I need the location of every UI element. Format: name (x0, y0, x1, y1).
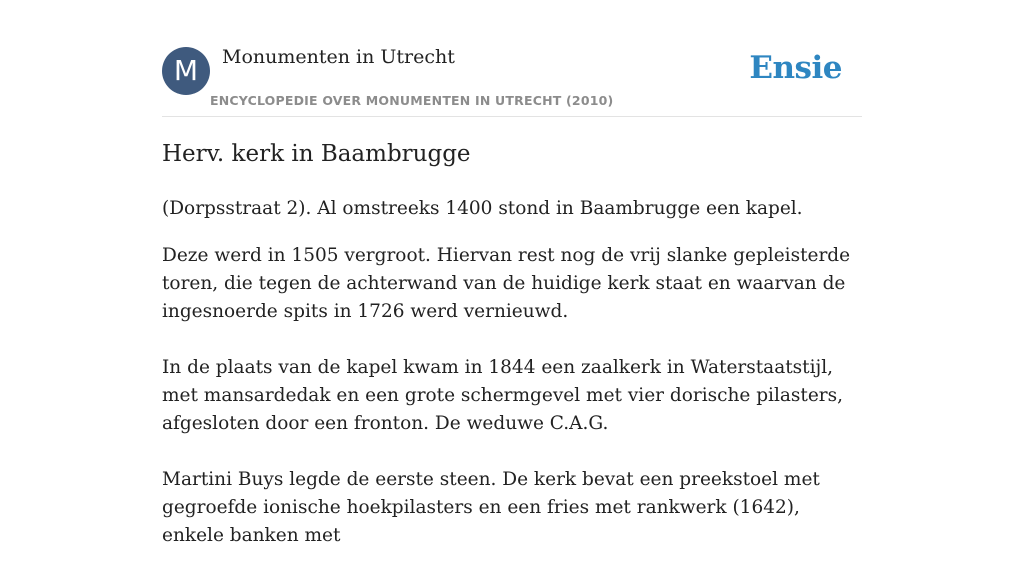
article-paragraph: Martini Buys legde de eerste steen. De kerk bevat een preekstoel met gegroefde ionische hoekpilasters en een fries met rankwerk (1642), enkele banken met (162, 469, 820, 546)
article-paragraph: In de plaats van de kapel kwam in 1844 een zaalkerk in Waterstaatstijl, met mansardedak en een grote schermgevel met vier dorische pilasters, afgesloten door een fronton. De weduwe C.A.G. (162, 357, 844, 434)
article-paragraph: Deze werd in 1505 vergroot. Hiervan rest nog de vrij slanke gepleisterde toren, die tegen de achterwand van de huidige kerk staat en waarvan de ingesnoerde spits in 1726 werd vernieuwd. (162, 245, 851, 322)
source-subtitle: ENCYCLOPEDIE OVER MONUMENTEN IN UTRECHT (2010) (210, 93, 614, 108)
article-paragraph: (Dorpsstraat 2). Al omstreeks 1400 stond in Baambrugge een kapel. (162, 198, 803, 219)
article-title: Herv. kerk in Baambrugge (162, 141, 471, 167)
article (162, 136, 862, 578)
source-header (162, 46, 862, 117)
source-title-link[interactable]: Monumenten in Utrecht (222, 46, 455, 68)
ensie-logo[interactable]: Ensie (749, 50, 842, 86)
source-avatar[interactable]: M (162, 47, 210, 95)
